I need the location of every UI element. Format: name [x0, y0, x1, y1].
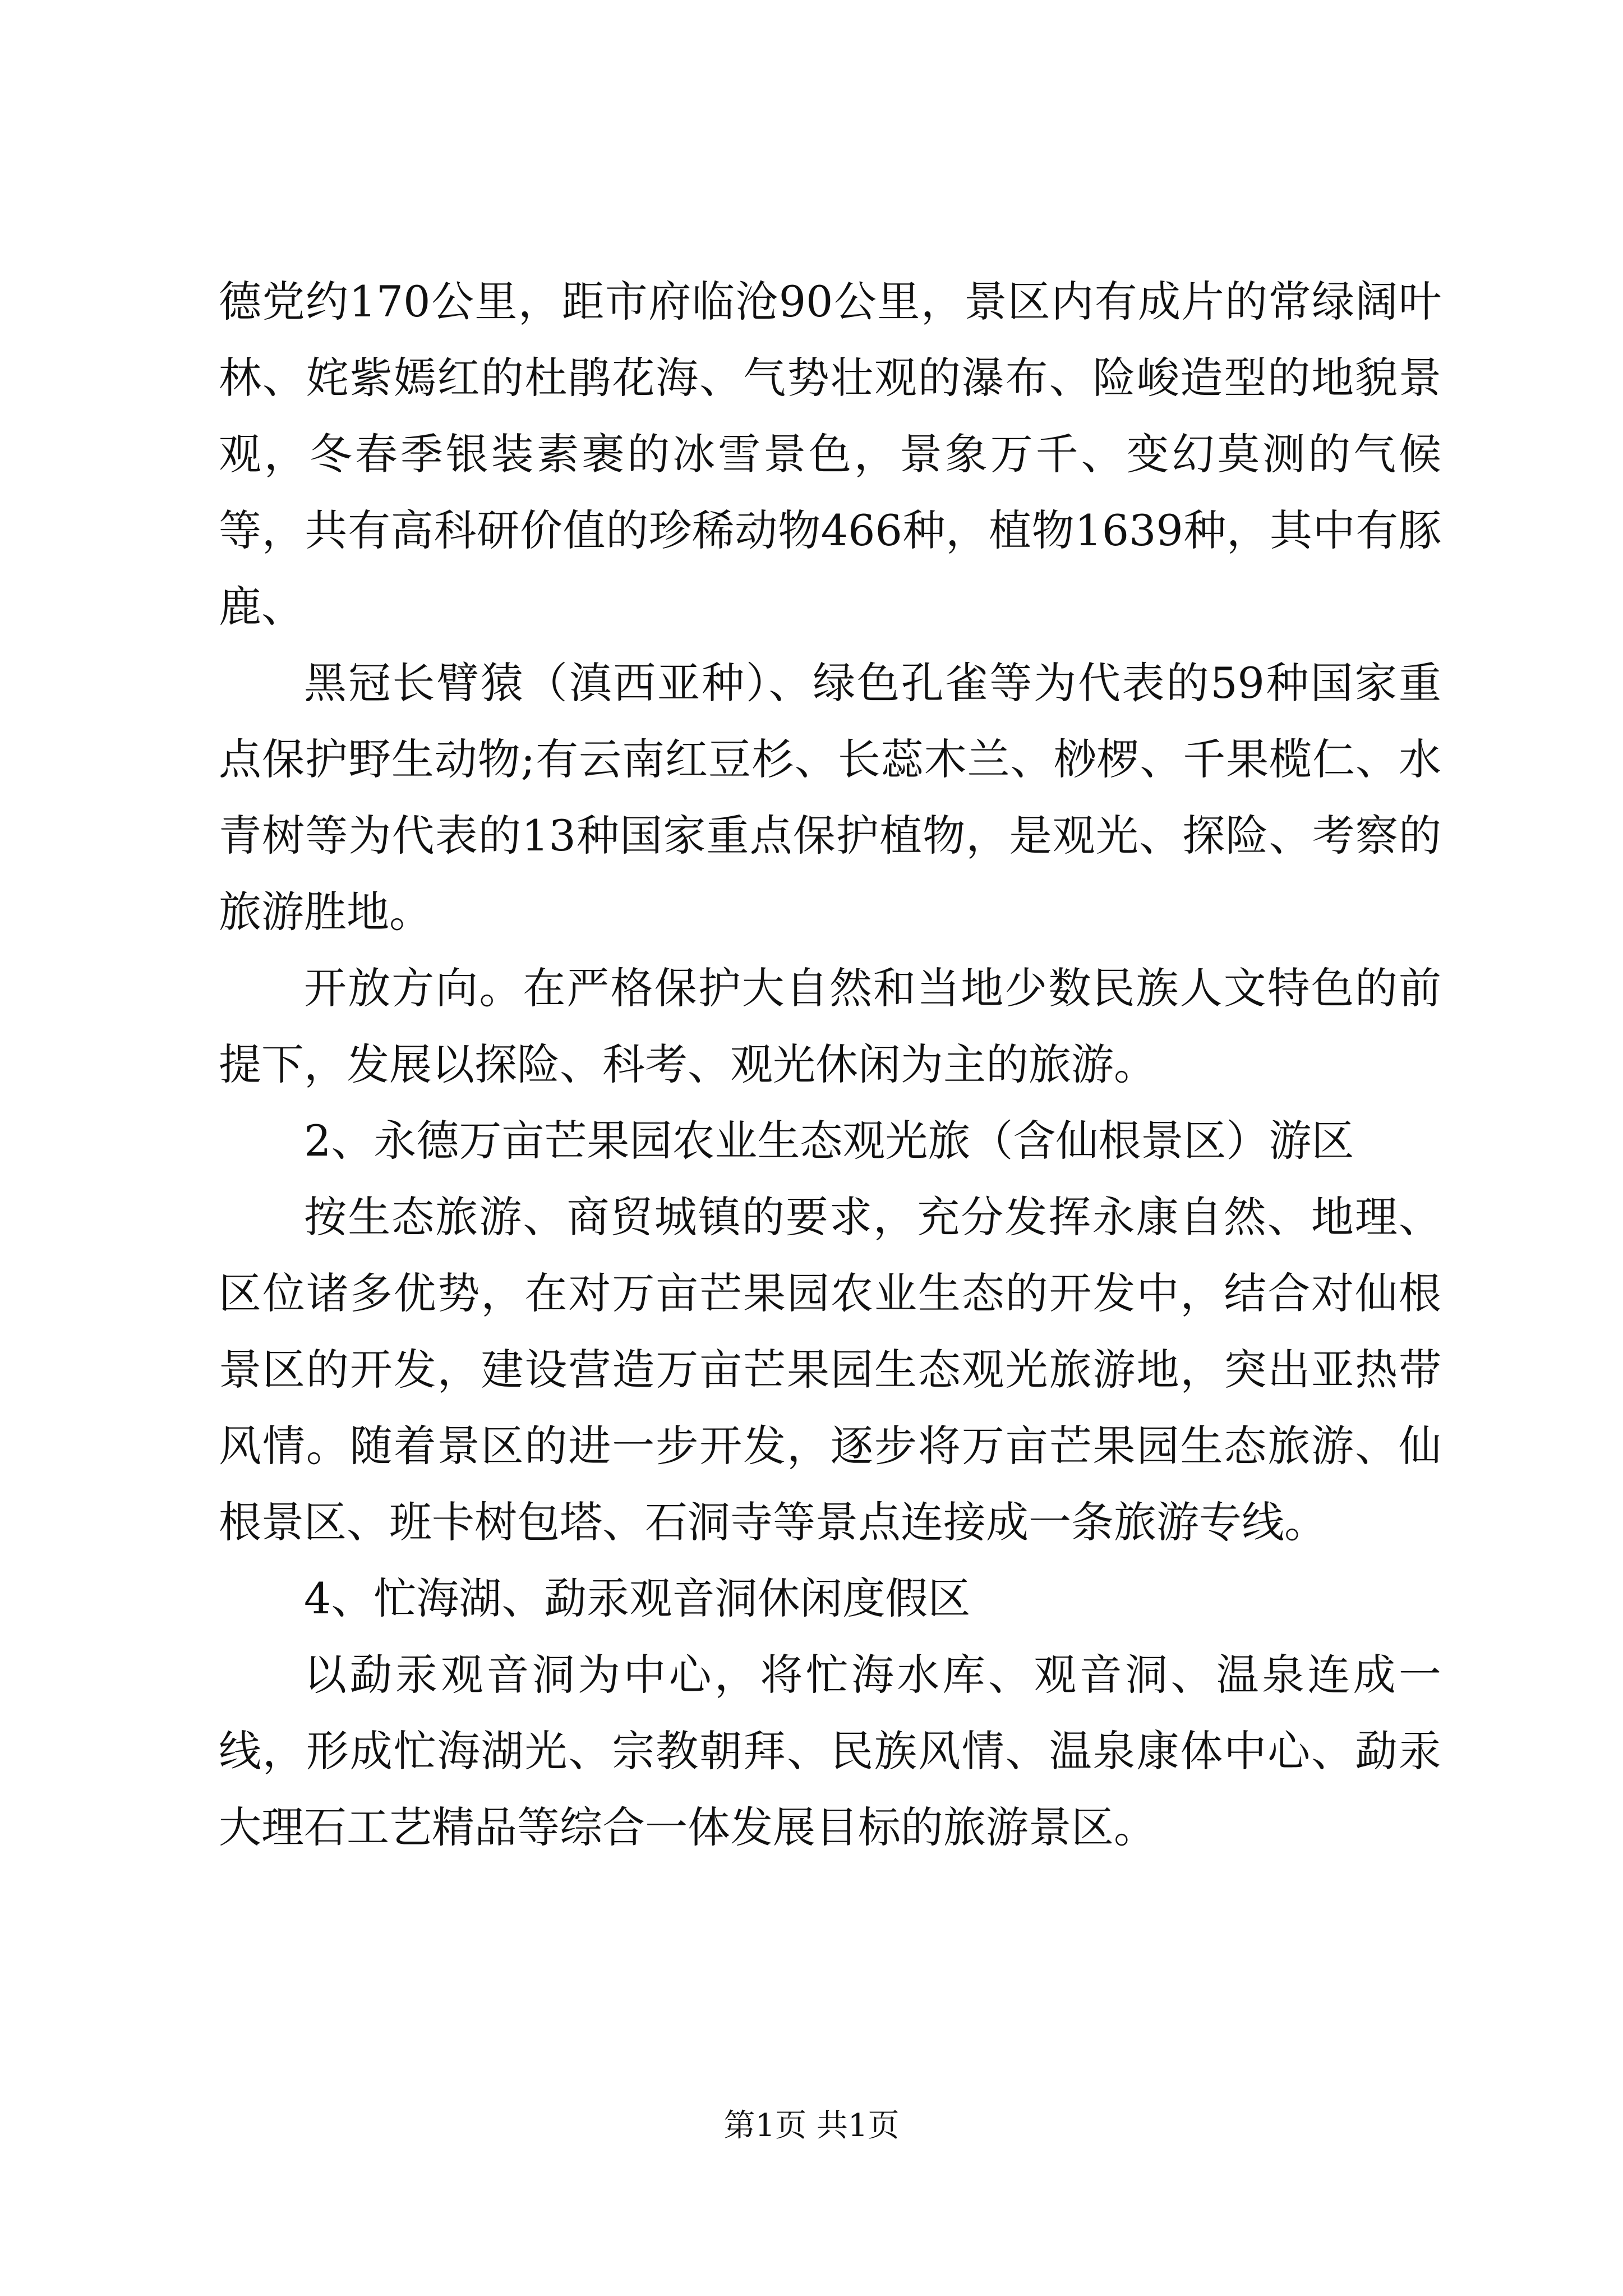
page-footer: 第1页 共1页	[723, 2108, 900, 2144]
paragraph-1: 德党约170公里，距市府临沧90公里，景区内有成片的常绿阔叶林、姹紫嫣红的杜鹃花海、气势壮观的瀑布、险峻造型的地貌景观，冬春季银装素裹的冰雪景色，景象万千、变幻莫测的气候等，共有高科研价值的珍稀动物466种，植物1639种，其中有豚鹿、	[219, 277, 1441, 632]
section-heading-2: 2、永德万亩芒果园农业生态观光旅（含仙根景区）游区	[304, 1116, 1354, 1166]
document-body	[219, 264, 1441, 1866]
paragraph-4: 按生态旅游、商贸城镇的要求，充分发挥永康自然、地理、区位诸多优势，在对万亩芒果园农业生态的开发中，结合对仙根景区的开发，建设营造万亩芒果园生态观光旅游地，突出亚热带风情。随着景区的进一步开发，逐步将万亩芒果园生态旅游、仙根景区、班卡树包塔、石洞寺等景点连接成一条旅游专线。	[219, 1192, 1441, 1547]
paragraph-2: 黑冠长臂猿（滇西亚种）、绿色孔雀等为代表的59种国家重点保护野生动物;有云南红豆杉、长蕊木兰、桫椤、千果榄仁、水青树等为代表的13种国家重点保护植物，是观光、探险、考察的旅游胜地。	[219, 658, 1441, 937]
section-heading-4: 4、忙海湖、勐汞观音洞休闲度假区	[304, 1573, 971, 1623]
paragraph-3: 开放方向。在严格保护大自然和当地少数民族人文特色的前提下，发展以探险、科考、观光休闲为主的旅游。	[219, 963, 1441, 1089]
paragraph-5: 以勐汞观音洞为中心，将忙海水库、观音洞、温泉连成一线，形成忙海湖光、宗教朝拜、民族风情、温泉康体中心、勐汞大理石工艺精品等综合一体发展目标的旅游景区。	[219, 1650, 1441, 1852]
